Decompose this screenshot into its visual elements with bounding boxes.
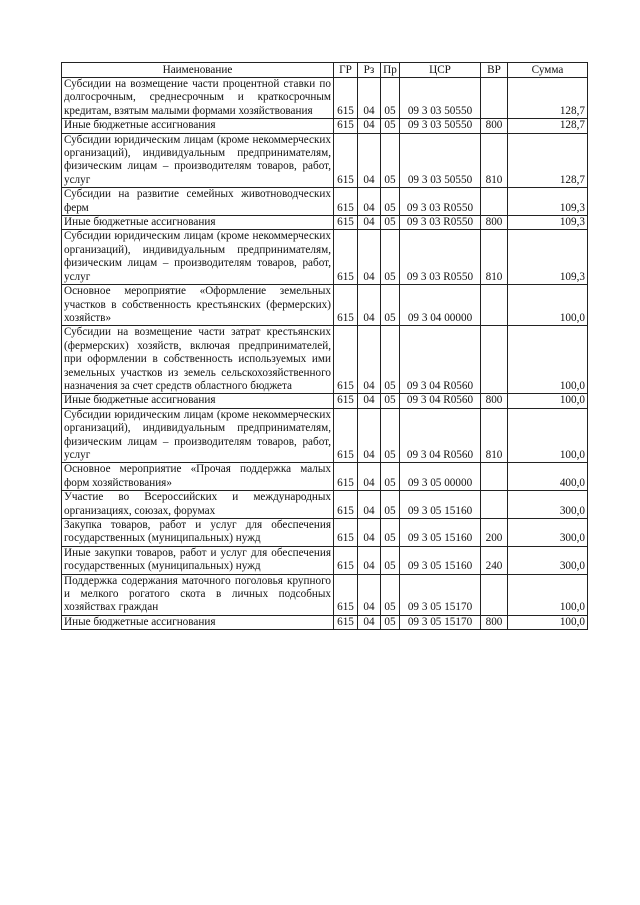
- cell-rz: 04: [358, 394, 381, 408]
- cell-rz: 04: [358, 230, 381, 285]
- table-row: [62, 230, 588, 285]
- cell-rz: 04: [358, 119, 381, 133]
- header-vr: ВР: [481, 63, 508, 78]
- budget-table: [61, 62, 588, 630]
- cell-rz: 04: [358, 285, 381, 326]
- cell-csr: 09 3 04 R0560: [400, 408, 481, 463]
- cell-rz: 04: [358, 216, 381, 230]
- cell-rz: 04: [358, 519, 381, 547]
- table-row: [62, 519, 588, 547]
- cell-csr: 09 3 03 R0550: [400, 216, 481, 230]
- cell-rz: 04: [358, 408, 381, 463]
- cell-vr: 800: [481, 394, 508, 408]
- cell-vr: 800: [481, 615, 508, 629]
- cell-vr: [481, 78, 508, 119]
- cell-pr: 05: [381, 491, 400, 519]
- cell-sum: 300,0: [508, 519, 588, 547]
- cell-pr: 05: [381, 615, 400, 629]
- cell-gr: 615: [334, 519, 358, 547]
- cell-gr: 615: [334, 230, 358, 285]
- cell-csr: 09 3 03 50550: [400, 78, 481, 119]
- cell-csr: 09 3 04 R0560: [400, 326, 481, 394]
- cell-pr: 05: [381, 78, 400, 119]
- cell-gr: 615: [334, 463, 358, 491]
- cell-pr: 05: [381, 216, 400, 230]
- cell-gr: 615: [334, 216, 358, 230]
- cell-gr: 615: [334, 491, 358, 519]
- header-sum: Сумма: [508, 63, 588, 78]
- cell-name: Иные бюджетные ассигнования: [62, 615, 334, 629]
- cell-csr: 09 3 05 15170: [400, 615, 481, 629]
- header-csr: ЦСР: [400, 63, 481, 78]
- cell-gr: 615: [334, 394, 358, 408]
- cell-pr: 05: [381, 394, 400, 408]
- cell-name: Субсидии на возмещение части процентной ставки по долгосрочным, среднесрочным и краткосрочным кредитам, взятым малыми формами хозяйствования: [62, 78, 334, 119]
- cell-gr: 615: [334, 574, 358, 615]
- cell-pr: 05: [381, 230, 400, 285]
- cell-vr: [481, 574, 508, 615]
- table-row: [62, 615, 588, 629]
- header-row: [62, 63, 588, 78]
- cell-rz: 04: [358, 463, 381, 491]
- table-row: [62, 216, 588, 230]
- cell-csr: 09 3 03 50550: [400, 119, 481, 133]
- cell-sum: 400,0: [508, 463, 588, 491]
- cell-sum: 300,0: [508, 491, 588, 519]
- table-row: [62, 546, 588, 574]
- cell-csr: 09 3 05 00000: [400, 463, 481, 491]
- cell-pr: 05: [381, 546, 400, 574]
- table-row: [62, 119, 588, 133]
- cell-name: Субсидии на развитие семейных животноводческих ферм: [62, 188, 334, 216]
- cell-vr: 810: [481, 408, 508, 463]
- table-row: [62, 574, 588, 615]
- cell-pr: 05: [381, 574, 400, 615]
- cell-gr: 615: [334, 78, 358, 119]
- cell-sum: 109,3: [508, 216, 588, 230]
- cell-name: Субсидии юридическим лицам (кроме некоммерческих организаций), индивидуальным предпринимателям, физическим лицам – производителям товаров, работ, услуг: [62, 133, 334, 188]
- cell-name: Иные бюджетные ассигнования: [62, 394, 334, 408]
- header-gr: ГР: [334, 63, 358, 78]
- cell-name: Иные бюджетные ассигнования: [62, 119, 334, 133]
- cell-name: Субсидии юридическим лицам (кроме некоммерческих организаций), индивидуальным предпринимателям, физическим лицам – производителям товаров, работ, услуг: [62, 408, 334, 463]
- cell-vr: 800: [481, 216, 508, 230]
- cell-csr: 09 3 03 R0550: [400, 188, 481, 216]
- cell-gr: 615: [334, 188, 358, 216]
- cell-gr: 615: [334, 615, 358, 629]
- cell-rz: 04: [358, 491, 381, 519]
- cell-name: Основное мероприятие «Прочая поддержка малых форм хозяйствования»: [62, 463, 334, 491]
- table-body: [62, 78, 588, 630]
- cell-gr: 615: [334, 408, 358, 463]
- cell-sum: 109,3: [508, 188, 588, 216]
- cell-rz: 04: [358, 188, 381, 216]
- cell-name: Иные бюджетные ассигнования: [62, 216, 334, 230]
- cell-rz: 04: [358, 615, 381, 629]
- table-row: [62, 394, 588, 408]
- table-row: [62, 78, 588, 119]
- cell-csr: 09 3 03 R0550: [400, 230, 481, 285]
- table-row: [62, 188, 588, 216]
- cell-csr: 09 3 04 00000: [400, 285, 481, 326]
- cell-vr: 240: [481, 546, 508, 574]
- cell-name: Закупка товаров, работ и услуг для обеспечения государственных (муниципальных) нужд: [62, 519, 334, 547]
- cell-sum: 128,7: [508, 78, 588, 119]
- cell-pr: 05: [381, 326, 400, 394]
- cell-rz: 04: [358, 546, 381, 574]
- table-row: [62, 326, 588, 394]
- cell-name: Субсидии на возмещение части затрат крестьянских (фермерских) хозяйств, включая предпринимателей, при оформлении в собственность используемых ими земельных участков из земель сельскохозяйственного назначения за счет средств областного бюджета: [62, 326, 334, 394]
- cell-csr: 09 3 05 15160: [400, 546, 481, 574]
- cell-vr: [481, 188, 508, 216]
- cell-vr: [481, 285, 508, 326]
- cell-pr: 05: [381, 133, 400, 188]
- cell-name: Иные закупки товаров, работ и услуг для обеспечения государственных (муниципальных) нужд: [62, 546, 334, 574]
- cell-pr: 05: [381, 119, 400, 133]
- cell-sum: 100,0: [508, 408, 588, 463]
- cell-sum: 100,0: [508, 615, 588, 629]
- cell-gr: 615: [334, 119, 358, 133]
- cell-sum: 100,0: [508, 394, 588, 408]
- cell-pr: 05: [381, 188, 400, 216]
- table-row: [62, 408, 588, 463]
- header-pr: Пр: [381, 63, 400, 78]
- cell-vr: [481, 491, 508, 519]
- cell-vr: 810: [481, 230, 508, 285]
- cell-csr: 09 3 04 R0560: [400, 394, 481, 408]
- table-row: [62, 463, 588, 491]
- table-row: [62, 285, 588, 326]
- table-row: [62, 491, 588, 519]
- table-row: [62, 133, 588, 188]
- cell-csr: 09 3 05 15160: [400, 491, 481, 519]
- cell-sum: 100,0: [508, 326, 588, 394]
- cell-vr: 810: [481, 133, 508, 188]
- cell-name: Участие во Всероссийских и международных организациях, союзах, форумах: [62, 491, 334, 519]
- cell-sum: 300,0: [508, 546, 588, 574]
- cell-csr: 09 3 05 15170: [400, 574, 481, 615]
- cell-pr: 05: [381, 285, 400, 326]
- cell-name: Субсидии юридическим лицам (кроме некоммерческих организаций), индивидуальным предпринимателям, физическим лицам – производителям товаров, работ, услуг: [62, 230, 334, 285]
- cell-rz: 04: [358, 78, 381, 119]
- cell-rz: 04: [358, 133, 381, 188]
- cell-gr: 615: [334, 285, 358, 326]
- cell-gr: 615: [334, 546, 358, 574]
- cell-sum: 100,0: [508, 285, 588, 326]
- cell-csr: 09 3 03 50550: [400, 133, 481, 188]
- cell-sum: 128,7: [508, 133, 588, 188]
- cell-sum: 128,7: [508, 119, 588, 133]
- cell-sum: 100,0: [508, 574, 588, 615]
- cell-vr: [481, 326, 508, 394]
- cell-vr: [481, 463, 508, 491]
- header-name: Наименование: [62, 63, 334, 78]
- cell-pr: 05: [381, 519, 400, 547]
- cell-pr: 05: [381, 463, 400, 491]
- cell-rz: 04: [358, 326, 381, 394]
- header-rz: Рз: [358, 63, 381, 78]
- cell-pr: 05: [381, 408, 400, 463]
- cell-gr: 615: [334, 326, 358, 394]
- cell-name: Основное мероприятие «Оформление земельных участков в собственность крестьянских (фермерских) хозяйств»: [62, 285, 334, 326]
- cell-vr: 800: [481, 119, 508, 133]
- cell-vr: 200: [481, 519, 508, 547]
- cell-csr: 09 3 05 15160: [400, 519, 481, 547]
- cell-rz: 04: [358, 574, 381, 615]
- cell-name: Поддержка содержания маточного поголовья крупного и мелкого рогатого скота в личных подсобных хозяйствах граждан: [62, 574, 334, 615]
- cell-sum: 109,3: [508, 230, 588, 285]
- cell-gr: 615: [334, 133, 358, 188]
